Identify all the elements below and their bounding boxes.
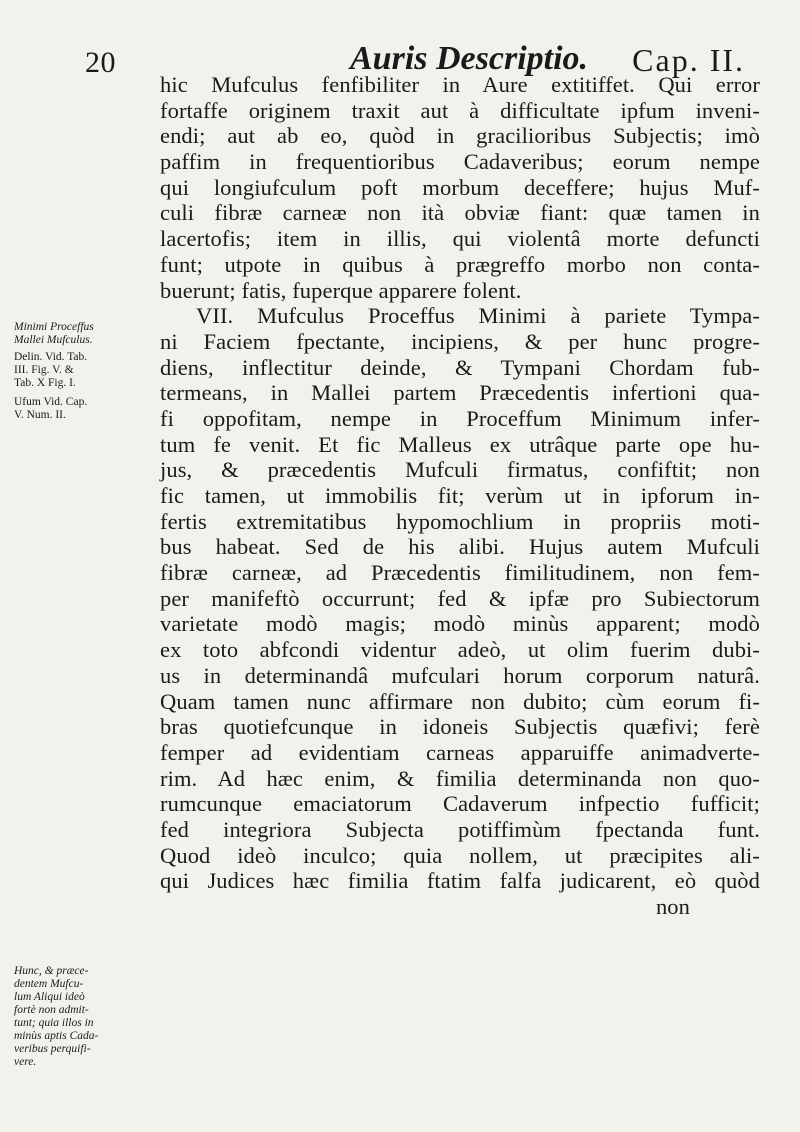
text-line: rumcunque emaciatorum Cadaverum infpectio fufficit;	[160, 791, 760, 817]
text-line: paffim in frequentioribus Cadaveribus; eorum nempe	[160, 149, 760, 175]
margin-note-line: V. Num. II.	[14, 409, 66, 421]
text-line: fortaffe originem traxit aut à difficultate ipfum inveni-	[160, 97, 760, 123]
margin-note-line: Ufum Vid. Cap.	[14, 396, 88, 408]
text-line: fi oppofitam, nempe in Proceffum Minimum infer-	[160, 405, 760, 431]
margin-note-line: Mallei Mufculus.	[14, 334, 93, 346]
text-line: qui longiufculum poft morbum deceffere; hujus Muf-	[160, 174, 760, 200]
catchword: non	[655, 894, 690, 919]
margin-note-line: III. Fig. V. &	[14, 364, 74, 376]
text-line: fic tamen, ut immobilis fit; verùm ut in ipforum in-	[160, 483, 760, 508]
text-line: fibræ carneæ, ad Præcedentis fimilitudinem, non fem-	[160, 560, 760, 586]
text-line: culi fibræ carneæ non ità obviæ fiant: quæ tamen in	[160, 200, 760, 226]
text-line: bus habeat. Sed de his alibi. Hujus autem Mufculi	[160, 534, 760, 560]
margin-note-line: tunt; quia illos in	[14, 1017, 94, 1029]
text-line: funt; utpote in quibus à prægreffo morbo non conta-	[160, 251, 760, 277]
text-line: fed integriora Subjecta potiffimùm fpectanda funt.	[160, 816, 760, 842]
margin-note-hunc-praecedentem	[14, 965, 154, 1069]
text-line: tum fe venit. Et fic Malleus ex utrâque parte ope hu-	[160, 431, 760, 457]
text-line: Quod ideò inculco; quia nollem, ut præcipites ali-	[160, 842, 760, 868]
text-line: diens, inflectitur deinde, & Tympani Chordam fub-	[160, 354, 760, 380]
text-line: hic Mufculus fenfibiliter in Aure extitiffet. Qui error	[160, 72, 760, 97]
margin-note-line: dentem Mufcu-	[14, 978, 84, 990]
text-line: fertis extremitatibus hypomochlium in propriis moti-	[160, 508, 760, 534]
running-title: Auris Descriptio.	[350, 40, 589, 77]
main-text-column	[160, 72, 760, 920]
margin-note-line: Minimi Proceffus	[14, 321, 94, 333]
margin-note-line: Hunc, & præce-	[14, 965, 89, 977]
text-line: lacertofis; item in illis, qui violentâ morte defuncti	[160, 226, 760, 252]
page-number: 20	[85, 46, 116, 79]
text-line: femper ad evidentiam carneas apparuiffe animadverte-	[160, 739, 760, 765]
text-line: varietate modò magis; modò minùs apparent; modò	[160, 611, 760, 637]
margin-note-line: fortè non admit-	[14, 1004, 89, 1016]
text-line: ni Faciem fpectante, incipiens, & per hunc progre-	[160, 328, 760, 354]
text-line: VII. Mufculus Proceffus Minimi à pariete Tympa-	[196, 303, 760, 329]
text-line: per manifeftò occurrunt; fed & ipfæ pro Subiectorum	[160, 585, 760, 611]
margin-note-delineatio	[14, 351, 154, 390]
text-line: us in determinandâ mufculari horum corporum naturâ.	[160, 662, 760, 688]
margin-note-ufum	[14, 396, 154, 422]
margin-note-line: minùs aptis Cada-	[14, 1030, 99, 1042]
margin-note-minimi-proceffus	[14, 321, 154, 347]
margin-note-line: Tab. X Fig. I.	[14, 377, 76, 389]
text-line: ex toto abfcondi videntur adeò, ut olim fuerim dubi-	[160, 637, 760, 663]
chapter-label: Cap. II.	[632, 42, 745, 78]
margin-note-line: vere.	[14, 1056, 37, 1068]
text-line: jus, & præcedentis Mufculi firmatus, confiftit; non	[160, 457, 760, 483]
text-line: qui Judices hæc fimilia ftatim falfa judicarent, eò quòd	[160, 868, 760, 894]
text-line: bras quotiefcunque in idoneis Subjectis quæfivi; ferè	[160, 714, 760, 740]
text-line: endi; aut ab eo, quòd in gracilioribus Subjectis; imò	[160, 123, 760, 149]
margin-note-line: lum Aliqui ideò	[14, 991, 85, 1003]
margin-note-line: veribus perquifi-	[14, 1043, 91, 1055]
text-line: termeans, in Mallei partem Præcedentis infertioni qua-	[160, 380, 760, 406]
text-line: Quam tamen nunc affirmare non dubito; cùm eorum fi-	[160, 688, 760, 714]
margin-note-line: Delin. Vid. Tab.	[14, 351, 88, 363]
text-line: buerunt; fatis, fuperque apparere folent.	[160, 277, 522, 303]
text-line: rim. Ad hæc enim, & fimilia determinanda non quo-	[160, 765, 760, 791]
